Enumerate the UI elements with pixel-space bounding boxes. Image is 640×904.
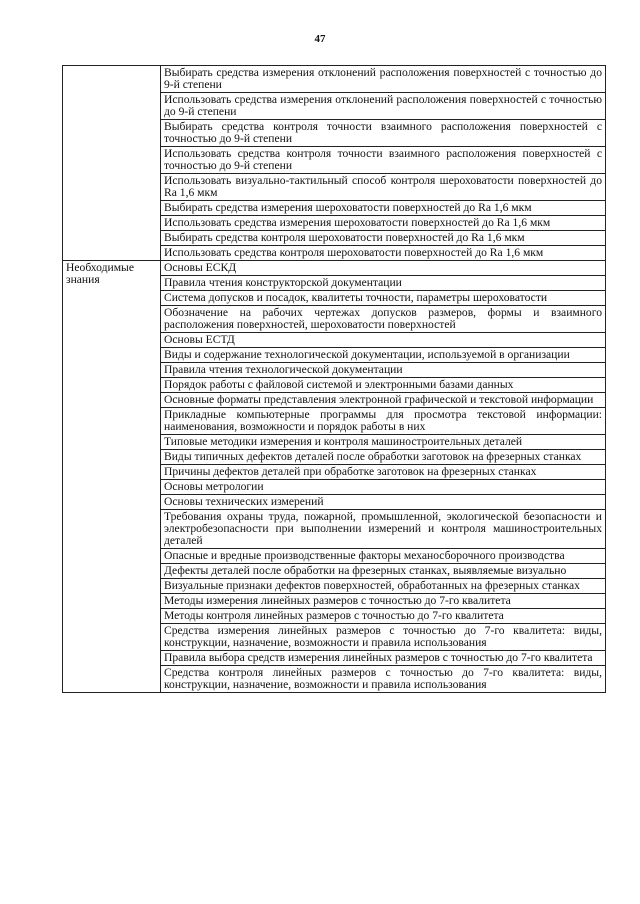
page-number: 47 bbox=[314, 33, 326, 45]
knowledge-item: Методы контроля линейных размеров с точностью до 7-го квалитета bbox=[161, 609, 606, 624]
skill-row bbox=[63, 66, 606, 93]
skill-item: Выбирать средства измерения отклонений расположения поверхностей с точностью до 9-й степени bbox=[161, 66, 606, 93]
knowledge-item: Правила чтения технологической документации bbox=[161, 363, 606, 378]
skill-item: Использовать средства контроля шероховатости поверхностей до Ra 1,6 мкм bbox=[161, 246, 606, 261]
skills-label-cell bbox=[63, 66, 161, 261]
skill-item: Выбирать средства контроля точности взаимного расположения поверхностей с точностью до 9-й степени bbox=[161, 120, 606, 147]
knowledge-row bbox=[63, 261, 606, 276]
skill-item: Использовать средства измерения отклонений расположения поверхностей с точностью до 9-й степени bbox=[161, 93, 606, 120]
knowledge-label: Необходимые знания bbox=[63, 261, 161, 693]
skill-item: Использовать средства измерения шероховатости поверхностей до Ra 1,6 мкм bbox=[161, 216, 606, 231]
skill-item: Выбирать средства контроля шероховатости поверхностей до Ra 1,6 мкм bbox=[161, 231, 606, 246]
knowledge-item: Основы технических измерений bbox=[161, 495, 606, 510]
competency-table-body bbox=[63, 66, 606, 693]
knowledge-item: Прикладные компьютерные программы для просмотра текстовой информации: наименования, возможности и порядок работы в них bbox=[161, 408, 606, 435]
knowledge-item: Виды и содержание технологической документации, используемой в организации bbox=[161, 348, 606, 363]
skill-item: Использовать визуально-тактильный способ контроля шероховатости поверхностей до Ra 1,6 мкм bbox=[161, 174, 606, 201]
knowledge-item: Виды типичных дефектов деталей после обработки заготовок на фрезерных станках bbox=[161, 450, 606, 465]
knowledge-item: Правила чтения конструкторской документации bbox=[161, 276, 606, 291]
knowledge-item: Средства измерения линейных размеров с точностью до 7-го квалитета: виды, конструкции, назначение, возможности и правила использования bbox=[161, 624, 606, 651]
knowledge-item: Средства контроля линейных размеров с точностью до 7-го квалитета: виды, конструкции, назначение, возможности и правила использования bbox=[161, 666, 606, 693]
knowledge-item: Основные форматы представления электронной графической и текстовой информации bbox=[161, 393, 606, 408]
knowledge-item: Опасные и вредные производственные факторы механосборочного производства bbox=[161, 549, 606, 564]
knowledge-item: Основы ЕСКД bbox=[161, 261, 606, 276]
knowledge-item: Основы ЕСТД bbox=[161, 333, 606, 348]
knowledge-item: Основы метрологии bbox=[161, 480, 606, 495]
competency-table bbox=[62, 65, 606, 693]
knowledge-item: Обозначение на рабочих чертежах допусков размеров, формы и взаимного расположения поверхностей, шероховатости поверхностей bbox=[161, 306, 606, 333]
knowledge-item: Типовые методики измерения и контроля машиностроительных деталей bbox=[161, 435, 606, 450]
knowledge-item: Методы измерения линейных размеров с точностью до 7-го квалитета bbox=[161, 594, 606, 609]
knowledge-item: Требования охраны труда, пожарной, промышленной, экологической безопасности и электробезопасности при выполнении измерений и контроля машиностроительных деталей bbox=[161, 510, 606, 549]
knowledge-item: Причины дефектов деталей при обработке заготовок на фрезерных станках bbox=[161, 465, 606, 480]
knowledge-item: Правила выбора средств измерения линейных размеров с точностью до 7-го квалитета bbox=[161, 651, 606, 666]
skill-item: Выбирать средства измерения шероховатости поверхностей до Ra 1,6 мкм bbox=[161, 201, 606, 216]
knowledge-item: Визуальные признаки дефектов поверхностей, обработанных на фрезерных станках bbox=[161, 579, 606, 594]
knowledge-item: Дефекты деталей после обработки на фрезерных станках, выявляемые визуально bbox=[161, 564, 606, 579]
skill-item: Использовать средства контроля точности взаимного расположения поверхностей с точностью до 9-й степени bbox=[161, 147, 606, 174]
knowledge-item: Порядок работы с файловой системой и электронными базами данных bbox=[161, 378, 606, 393]
knowledge-item: Система допусков и посадок, квалитеты точности, параметры шероховатости bbox=[161, 291, 606, 306]
